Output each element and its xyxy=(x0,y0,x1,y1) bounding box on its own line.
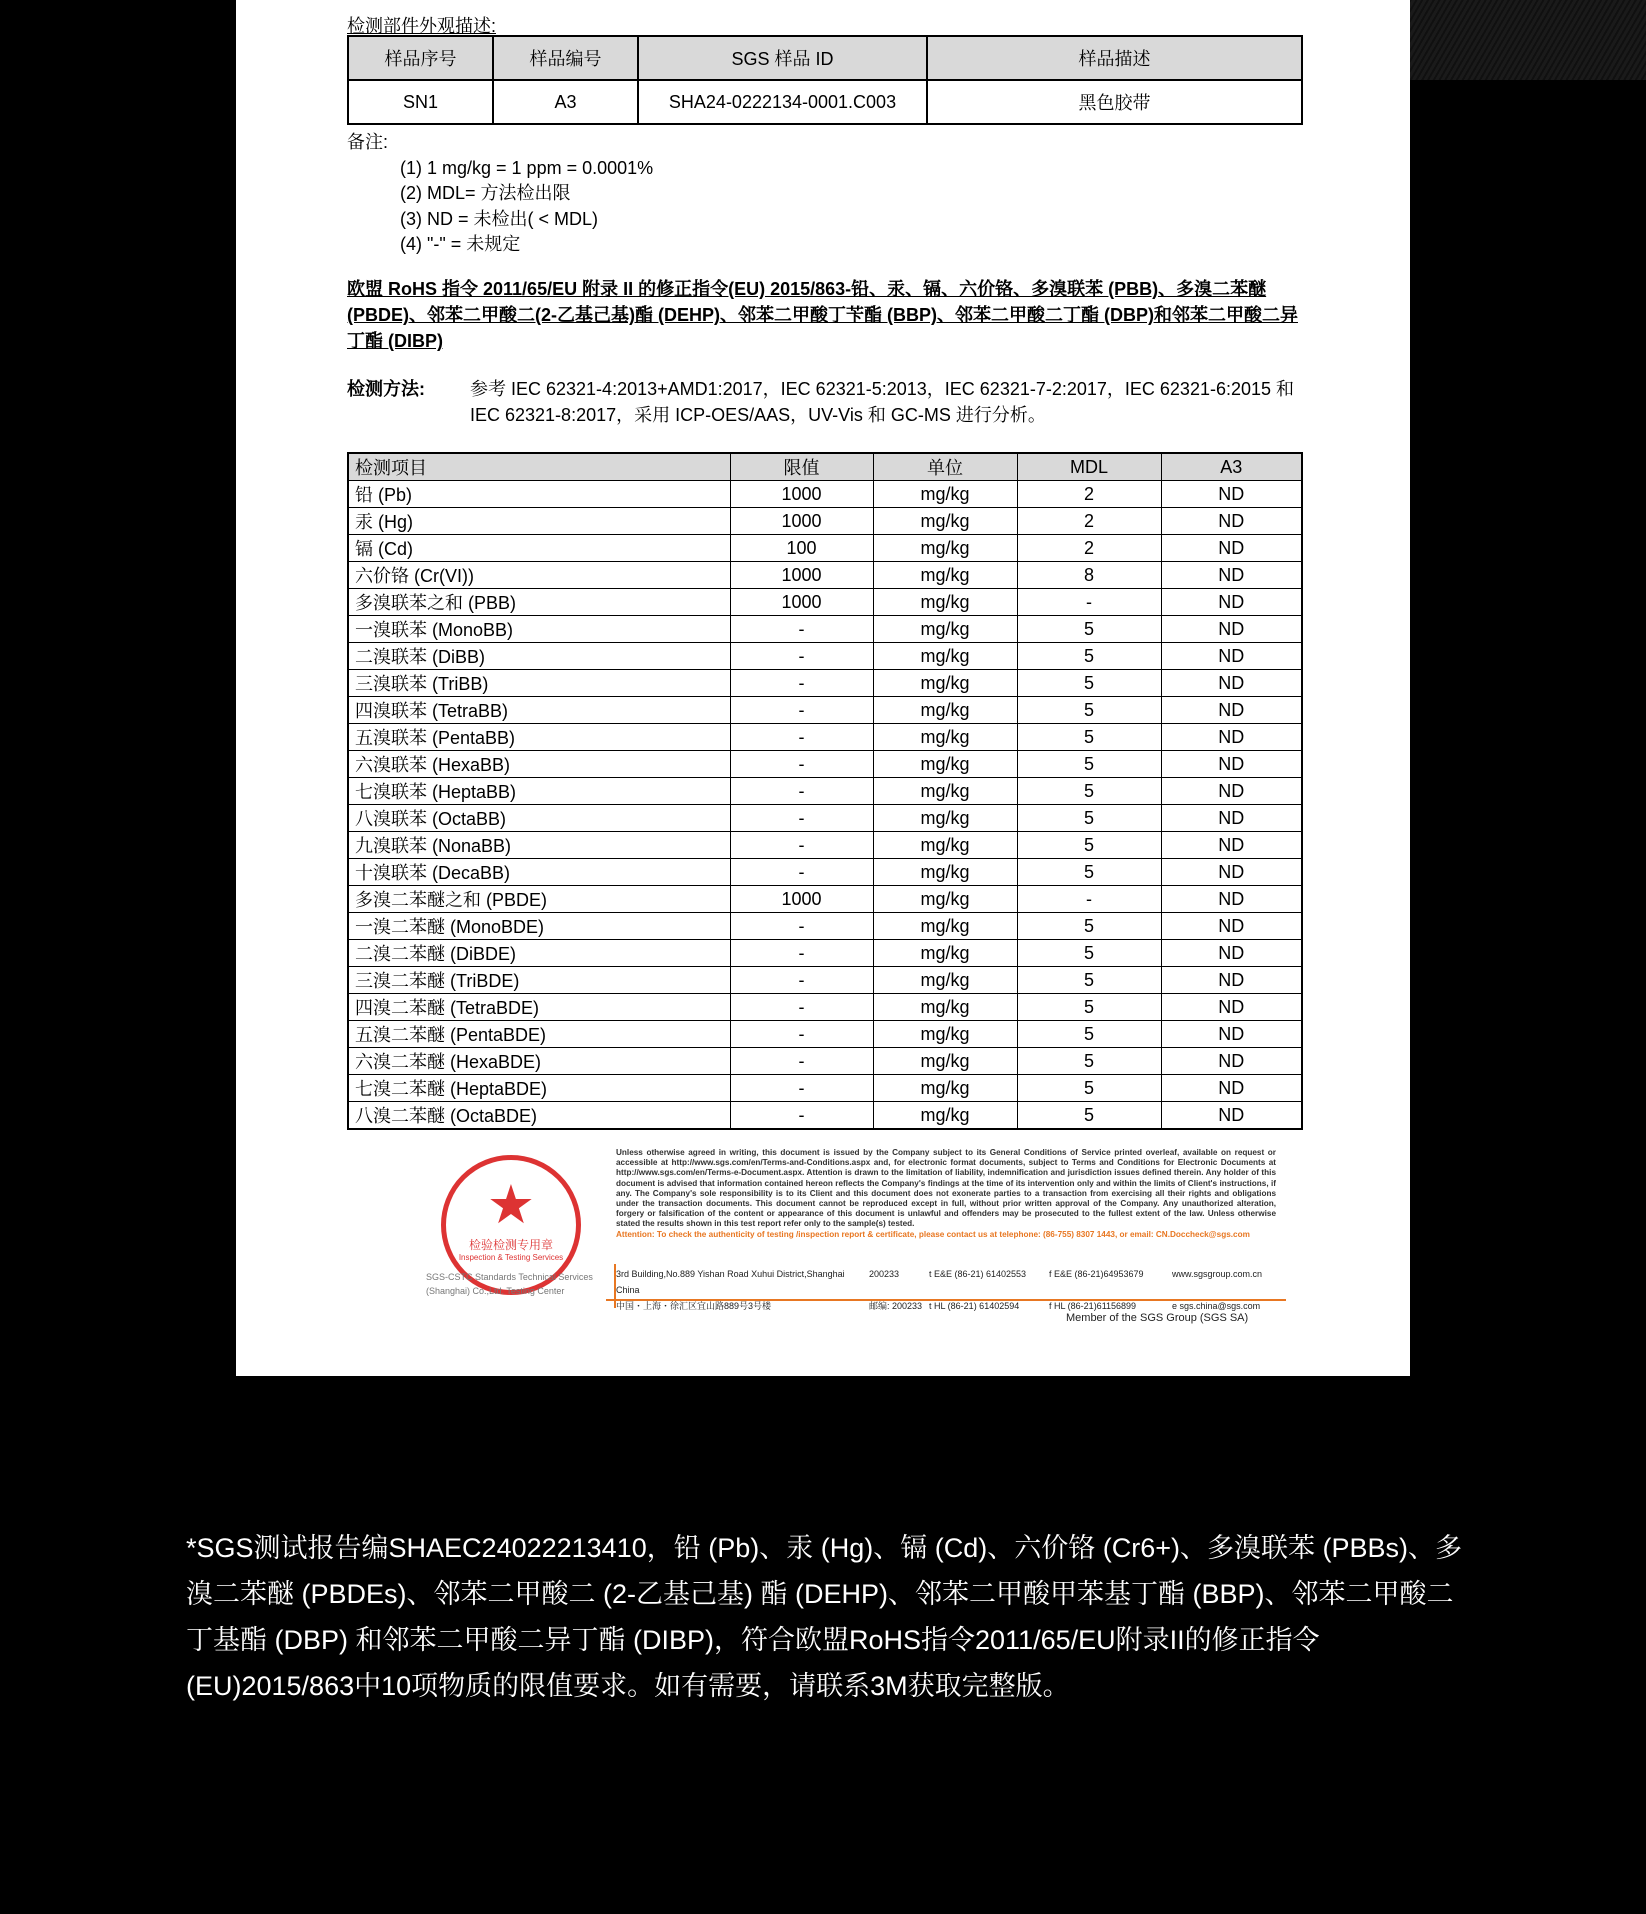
test-item-cell: 汞 (Hg) xyxy=(348,508,730,535)
table-row xyxy=(348,562,1302,589)
value-cell: 5 xyxy=(1017,994,1161,1021)
fax: f E&E (86-21)64953679 xyxy=(1049,1269,1144,1279)
value-cell: 1000 xyxy=(730,562,873,589)
method-text: 参考 IEC 62321-4:2013+AMD1:2017，IEC 62321-5:2013，IEC 62321-7-2:2017，IEC 62321-6:2015 和 IEC 62321-8:2017，采用 ICP-OES/AAS，UV-Vis 和 GC-MS 进行分析。 xyxy=(470,379,1295,425)
address-block xyxy=(616,1266,1276,1314)
cell: A3 xyxy=(493,80,638,124)
value-cell: 5 xyxy=(1017,805,1161,832)
value-cell: ND xyxy=(1161,1048,1302,1075)
method-label: 检测方法: xyxy=(347,379,425,399)
value-cell: ND xyxy=(1161,697,1302,724)
value-cell: mg/kg xyxy=(873,481,1017,508)
value-cell: 5 xyxy=(1017,1021,1161,1048)
test-item-cell: 四溴联苯 (TetraBB) xyxy=(348,697,730,724)
lab-name: SGS-CSTC Standards Technical Services (Shanghai) Co.,Ltd. Testing Center xyxy=(426,1272,593,1296)
value-cell: mg/kg xyxy=(873,859,1017,886)
table-row xyxy=(348,940,1302,967)
value-cell: ND xyxy=(1161,481,1302,508)
table-row xyxy=(348,1075,1302,1102)
table-row xyxy=(348,670,1302,697)
value-cell: 5 xyxy=(1017,859,1161,886)
value-cell: - xyxy=(730,616,873,643)
header-cell: 检测项目 xyxy=(348,453,730,481)
value-cell: 2 xyxy=(1017,481,1161,508)
value-cell: mg/kg xyxy=(873,697,1017,724)
value-cell: mg/kg xyxy=(873,508,1017,535)
table-row xyxy=(348,535,1302,562)
value-cell: - xyxy=(730,1021,873,1048)
test-item-cell: 八溴联苯 (OctaBB) xyxy=(348,805,730,832)
value-cell: - xyxy=(730,724,873,751)
value-cell: - xyxy=(730,670,873,697)
section-title: 检测部件外观描述: xyxy=(347,16,497,36)
value-cell: mg/kg xyxy=(873,886,1017,913)
note-item: (4) "-" = 未规定 xyxy=(400,234,521,254)
table-row xyxy=(348,751,1302,778)
value-cell: ND xyxy=(1161,1075,1302,1102)
table-row xyxy=(348,724,1302,751)
test-item-cell: 多溴联苯之和 (PBB) xyxy=(348,589,730,616)
value-cell: mg/kg xyxy=(873,670,1017,697)
test-item-cell: 二溴联苯 (DiBB) xyxy=(348,643,730,670)
value-cell: ND xyxy=(1161,913,1302,940)
value-cell: ND xyxy=(1161,859,1302,886)
stamp-subtext: Inspection & Testing Services xyxy=(458,1253,564,1262)
postcode: 邮编: 200233 xyxy=(869,1301,923,1311)
value-cell: - xyxy=(730,805,873,832)
value-cell: 5 xyxy=(1017,751,1161,778)
table-row xyxy=(348,1021,1302,1048)
value-cell: 5 xyxy=(1017,616,1161,643)
value-cell: mg/kg xyxy=(873,1102,1017,1130)
table-row xyxy=(348,886,1302,913)
value-cell: ND xyxy=(1161,724,1302,751)
note-item: (3) ND = 未检出( < MDL) xyxy=(400,208,599,229)
value-cell: mg/kg xyxy=(873,940,1017,967)
test-item-cell: 镉 (Cd) xyxy=(348,535,730,562)
table-row xyxy=(348,1102,1302,1130)
test-item-cell: 五溴联苯 (PentaBB) xyxy=(348,724,730,751)
value-cell: ND xyxy=(1161,778,1302,805)
value-cell: mg/kg xyxy=(873,535,1017,562)
postcode: 200233 xyxy=(869,1269,900,1279)
test-item-cell: 铅 (Pb) xyxy=(348,481,730,508)
table-row xyxy=(348,508,1302,535)
value-cell: 5 xyxy=(1017,1048,1161,1075)
test-item-cell: 六溴联苯 (HexaBB) xyxy=(348,751,730,778)
sample-table-row xyxy=(348,80,1302,124)
value-cell: ND xyxy=(1161,616,1302,643)
test-item-cell: 十溴联苯 (DecaBB) xyxy=(348,859,730,886)
value-cell: 5 xyxy=(1017,697,1161,724)
member-note: Member of the SGS Group (SGS SA) xyxy=(1066,1312,1249,1324)
test-item-cell: 三溴联苯 (TriBB) xyxy=(348,670,730,697)
address-row-en xyxy=(616,1266,1276,1298)
value-cell: ND xyxy=(1161,832,1302,859)
cell: 黑色胶带 xyxy=(927,80,1302,124)
value-cell: - xyxy=(730,1102,873,1130)
value-cell: ND xyxy=(1161,967,1302,994)
attention-text: Attention: To check the authenticity of testing /inspection report & certificate, please contact us at telephone: (86-755) 8307 1443, or email: CN.Doccheck@sgs.com xyxy=(616,1229,1250,1239)
disclaimer-text: Unless otherwise agreed in writing, this document is issued by the Company subject to its General Conditions of Service printed overleaf, available on request or accessible at http://www.sgs.com/en/Terms-and-Conditions.aspx and, for electronic format documents, subject to Terms and Conditions for Electronic Documents at http://www.sgs.com/en/Terms-e-Document.aspx. Attention is drawn to the limitation of liability, indemnification and jurisdiction issues defined therein. Any holder of this document is advised that information contained hereon reflects the Company's findings at the time of its intervention only and within the limits of Client's instructions, if any. The Company's sole responsibility is to its Client and this document does not exonerate parties to a transaction from exercising all their rights and obligations under the transaction documents. This document cannot be reproduced except in full, without prior written approval of the Company. Any unauthorized alteration, forgery or falsification of the content or appearance of this document is unlawful and offenders may be prosecuted to the fullest extent of the law. Unless otherwise stated the results shown in this test report refer only to the sample(s) tested. xyxy=(616,1148,1276,1229)
value-cell: 1000 xyxy=(730,589,873,616)
table-row xyxy=(348,913,1302,940)
value-cell: mg/kg xyxy=(873,643,1017,670)
table-row xyxy=(348,643,1302,670)
value-cell: - xyxy=(730,913,873,940)
value-cell: - xyxy=(730,1075,873,1102)
value-cell: - xyxy=(730,940,873,967)
test-item-cell: 六溴二苯醚 (HexaBDE) xyxy=(348,1048,730,1075)
table-row xyxy=(348,697,1302,724)
test-item-cell: 八溴二苯醚 (OctaBDE) xyxy=(348,1102,730,1130)
value-cell: 1000 xyxy=(730,508,873,535)
value-cell: ND xyxy=(1161,994,1302,1021)
star-icon: ★ xyxy=(486,1175,536,1235)
value-cell: mg/kg xyxy=(873,967,1017,994)
test-report-page xyxy=(236,0,1410,1376)
test-item-cell: 七溴二苯醚 (HeptaBDE) xyxy=(348,1075,730,1102)
cell: SHA24-0222134-0001.C003 xyxy=(638,80,927,124)
value-cell: 1000 xyxy=(730,886,873,913)
table-row xyxy=(348,1048,1302,1075)
table-row xyxy=(348,994,1302,1021)
value-cell: - xyxy=(730,778,873,805)
test-item-cell: 二溴二苯醚 (DiBDE) xyxy=(348,940,730,967)
value-cell: - xyxy=(730,697,873,724)
cell: SN1 xyxy=(348,80,493,124)
value-cell: - xyxy=(730,859,873,886)
value-cell: - xyxy=(730,994,873,1021)
header-cell: MDL xyxy=(1017,453,1161,481)
table-row xyxy=(348,967,1302,994)
table-row xyxy=(348,859,1302,886)
legal-disclaimer xyxy=(616,1148,1276,1240)
test-item-cell: 四溴二苯醚 (TetraBDE) xyxy=(348,994,730,1021)
test-item-cell: 九溴联苯 (NonaBB) xyxy=(348,832,730,859)
phone: t HL (86-21) 61402594 xyxy=(929,1301,1020,1311)
sample-table xyxy=(347,35,1303,125)
header-cell: 样品编号 xyxy=(493,36,638,80)
value-cell: 1000 xyxy=(730,481,873,508)
test-item-cell: 五溴二苯醚 (PentaBDE) xyxy=(348,1021,730,1048)
value-cell: 5 xyxy=(1017,832,1161,859)
value-cell: 5 xyxy=(1017,1102,1161,1130)
value-cell: ND xyxy=(1161,1021,1302,1048)
value-cell: 8 xyxy=(1017,562,1161,589)
value-cell: - xyxy=(1017,886,1161,913)
value-cell: 2 xyxy=(1017,535,1161,562)
header-cell: 单位 xyxy=(873,453,1017,481)
value-cell: mg/kg xyxy=(873,1021,1017,1048)
notes-label: 备注: xyxy=(347,132,389,152)
value-cell: ND xyxy=(1161,589,1302,616)
notes xyxy=(347,130,653,258)
value-cell: ND xyxy=(1161,940,1302,967)
sample-table-header xyxy=(348,36,1302,80)
header-cell: 样品序号 xyxy=(348,36,493,80)
value-cell: ND xyxy=(1161,535,1302,562)
table-row xyxy=(348,778,1302,805)
value-cell: mg/kg xyxy=(873,1048,1017,1075)
header-cell: SGS 样品 ID xyxy=(638,36,927,80)
value-cell: ND xyxy=(1161,508,1302,535)
value-cell: - xyxy=(730,643,873,670)
value-cell: - xyxy=(1017,589,1161,616)
value-cell: ND xyxy=(1161,1102,1302,1130)
value-cell: mg/kg xyxy=(873,562,1017,589)
value-cell: ND xyxy=(1161,670,1302,697)
value-cell: 5 xyxy=(1017,778,1161,805)
value-cell: - xyxy=(730,751,873,778)
report-caption: *SGS测试报告编SHAEC24022213410，铅 (Pb)、汞 (Hg)、镉 (Cd)、六价铬 (Cr6+)、多溴联苯 (PBBs)、多溴二苯醚 (PBDEs)、邻苯二甲酸二 (2-乙基己基) 酯 (DEHP)、邻苯二甲酸甲苯基丁酯 (BBP)、邻苯二甲酸二丁基酯 (DBP) 和邻苯二甲酸二异丁酯 (DIBP)，符合欧盟RoHS指令2011/65/EU附录II的修正指令 (EU)2015/863中10项物质的限值要求。如有需要，请联系3M获取完整版。 xyxy=(186,1533,1462,1701)
value-cell: 5 xyxy=(1017,643,1161,670)
fax: f HL (86-21)61156899 xyxy=(1049,1301,1137,1311)
value-cell: ND xyxy=(1161,562,1302,589)
value-cell: - xyxy=(730,967,873,994)
value-cell: mg/kg xyxy=(873,751,1017,778)
value-cell: ND xyxy=(1161,805,1302,832)
note-item: (1) 1 mg/kg = 1 ppm = 0.0001% xyxy=(400,157,654,178)
email-link[interactable]: e sgs.china@sgs.com xyxy=(1172,1301,1261,1311)
regulation-title: 欧盟 RoHS 指令 2011/65/EU 附录 II 的修正指令(EU) 2015/863-铅、汞、镉、六价铬、多溴联苯 (PBB)、多溴二苯醚 (PBDE)、邻苯二甲酸二(2-乙基己基)酯 (DEHP)、邻苯二甲酸丁苄酯 (BBP)、邻苯二甲酸二丁酯 (DBP)和邻苯二甲酸二异丁酯 (DIBP) xyxy=(347,279,1298,351)
value-cell: 5 xyxy=(1017,724,1161,751)
note-item: (2) MDL= 方法检出限 xyxy=(400,183,571,203)
value-cell: ND xyxy=(1161,751,1302,778)
value-cell: mg/kg xyxy=(873,616,1017,643)
value-cell: 5 xyxy=(1017,967,1161,994)
value-cell: 5 xyxy=(1017,940,1161,967)
header-cell: 限值 xyxy=(730,453,873,481)
address: 中国・上海・徐汇区宜山路889号3号楼 xyxy=(616,1301,772,1311)
value-cell: 5 xyxy=(1017,670,1161,697)
value-cell: mg/kg xyxy=(873,994,1017,1021)
value-cell: 2 xyxy=(1017,508,1161,535)
table-row xyxy=(348,589,1302,616)
header-cell: 样品描述 xyxy=(927,36,1302,80)
test-item-cell: 七溴联苯 (HeptaBB) xyxy=(348,778,730,805)
value-cell: 5 xyxy=(1017,913,1161,940)
results-header xyxy=(348,453,1302,481)
test-item-cell: 一溴联苯 (MonoBB) xyxy=(348,616,730,643)
value-cell: ND xyxy=(1161,886,1302,913)
value-cell: 100 xyxy=(730,535,873,562)
header-cell: A3 xyxy=(1161,453,1302,481)
value-cell: 5 xyxy=(1017,1075,1161,1102)
divider xyxy=(606,1299,1286,1301)
test-item-cell: 多溴二苯醚之和 (PBDE) xyxy=(348,886,730,913)
value-cell: mg/kg xyxy=(873,832,1017,859)
table-row xyxy=(348,616,1302,643)
website-link[interactable]: www.sgsgroup.com.cn xyxy=(1172,1269,1263,1279)
value-cell: mg/kg xyxy=(873,1075,1017,1102)
test-item-cell: 六价铬 (Cr(VI)) xyxy=(348,562,730,589)
value-cell: ND xyxy=(1161,643,1302,670)
value-cell: mg/kg xyxy=(873,589,1017,616)
phone: t E&E (86-21) 61402553 xyxy=(929,1269,1027,1279)
value-cell: mg/kg xyxy=(873,778,1017,805)
table-row xyxy=(348,832,1302,859)
value-cell: mg/kg xyxy=(873,913,1017,940)
stamp-text: 检验检测专用章 xyxy=(468,1238,553,1252)
value-cell: - xyxy=(730,832,873,859)
value-cell: - xyxy=(730,1048,873,1075)
value-cell: mg/kg xyxy=(873,805,1017,832)
test-item-cell: 三溴二苯醚 (TriBDE) xyxy=(348,967,730,994)
test-item-cell: 一溴二苯醚 (MonoBDE) xyxy=(348,913,730,940)
results-table xyxy=(347,452,1303,1130)
address: 3rd Building,No.889 Yishan Road Xuhui District,Shanghai China xyxy=(616,1269,845,1295)
value-cell: mg/kg xyxy=(873,724,1017,751)
table-row xyxy=(348,805,1302,832)
table-row xyxy=(348,481,1302,508)
